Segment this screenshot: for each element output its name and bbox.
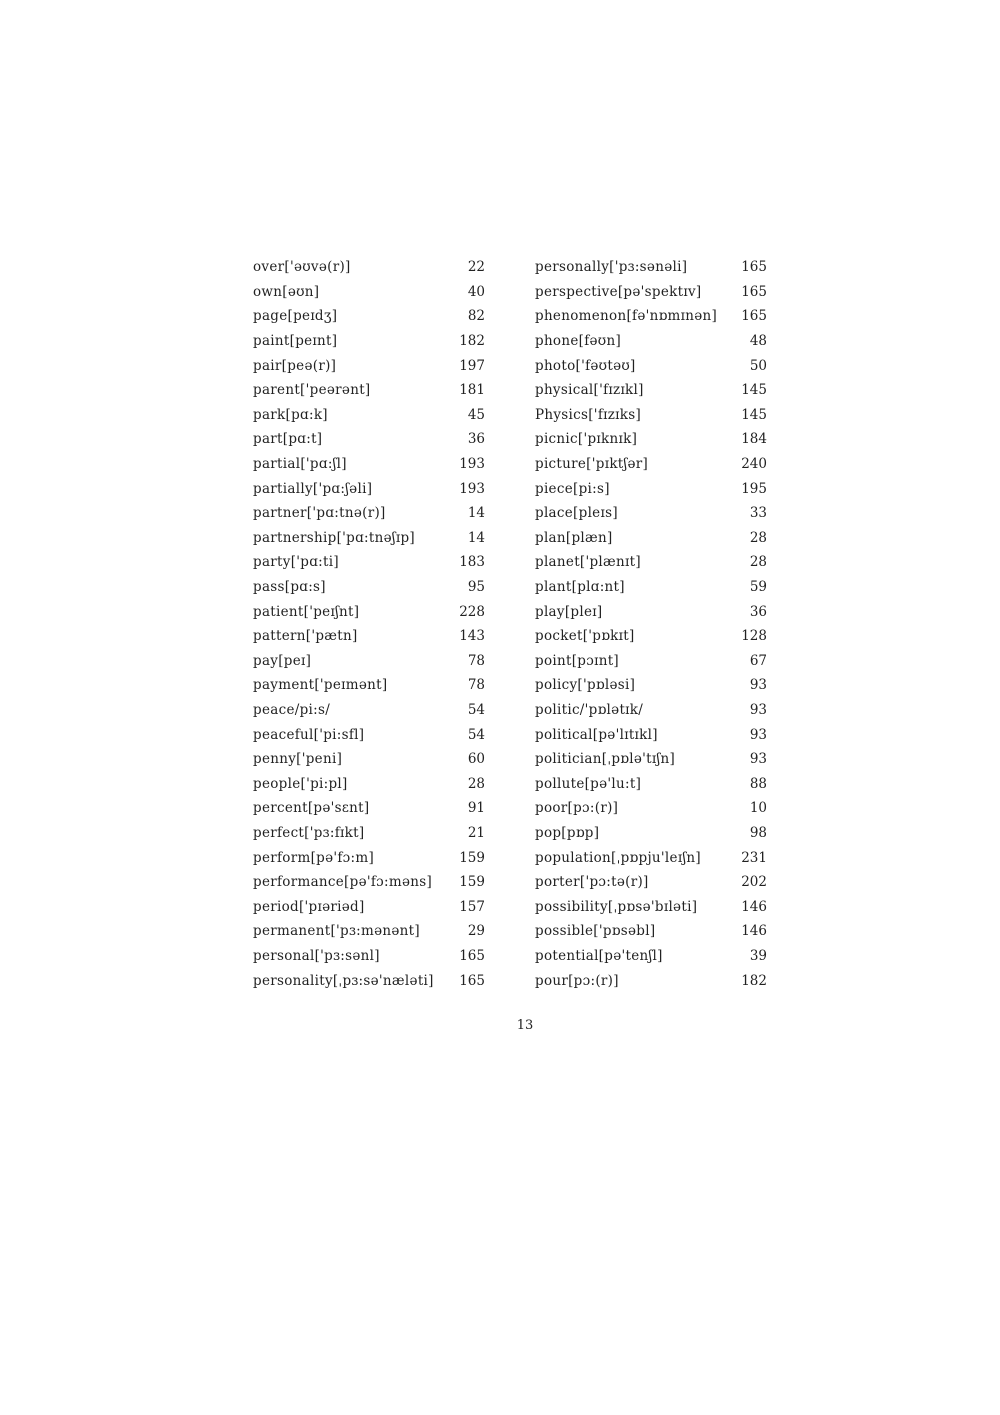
- entry-word: physical['fɪzɪkl]: [535, 382, 644, 399]
- page-number: 13: [516, 1018, 534, 1033]
- entry-word: percent[pə'sɛnt]: [253, 800, 370, 817]
- glossary-entry: [253, 968, 485, 993]
- entry-word: political[pə'lɪtɪkl]: [535, 726, 658, 743]
- glossary-entry: [535, 796, 767, 821]
- glossary-entry: [535, 747, 767, 772]
- glossary-column-left: [253, 255, 485, 993]
- entry-page-ref: 182: [741, 972, 767, 989]
- glossary-entry: [253, 452, 485, 477]
- entry-word: pollute[pə'lu:t]: [535, 775, 642, 792]
- glossary-entry: [253, 550, 485, 575]
- entry-page-ref: 78: [467, 677, 485, 694]
- entry-page-ref: 193: [459, 480, 485, 497]
- entry-page-ref: 28: [467, 775, 485, 792]
- entry-page-ref: 95: [467, 579, 485, 596]
- glossary-entry: [253, 821, 485, 846]
- glossary-entry: [253, 649, 485, 674]
- glossary-entry: [253, 304, 485, 329]
- entry-word: potential[pə'tenʃl]: [535, 947, 663, 964]
- entry-word: plant[plɑ:nt]: [535, 579, 625, 596]
- entry-page-ref: 165: [459, 972, 485, 989]
- entry-word: play[pleɪ]: [535, 603, 603, 620]
- entry-page-ref: 165: [741, 259, 767, 276]
- entry-page-ref: 184: [741, 431, 767, 448]
- glossary-entry: [253, 673, 485, 698]
- entry-page-ref: 143: [459, 628, 485, 645]
- glossary-entry: [253, 501, 485, 526]
- glossary-entry: [535, 526, 767, 551]
- glossary-entry: [253, 771, 485, 796]
- entry-word: over['əʊvə(r)]: [253, 259, 351, 276]
- entry-page-ref: 240: [741, 456, 767, 473]
- entry-word: pop[pɒp]: [535, 824, 600, 841]
- glossary-entry: [253, 427, 485, 452]
- glossary-entry: [535, 550, 767, 575]
- glossary-entry: [535, 919, 767, 944]
- glossary-entry: [253, 378, 485, 403]
- entry-word: point[pɔɪnt]: [535, 652, 619, 669]
- glossary-entry: [253, 624, 485, 649]
- glossary-entry: [535, 255, 767, 280]
- entry-page-ref: 50: [749, 357, 767, 374]
- entry-page-ref: 78: [467, 652, 485, 669]
- entry-page-ref: 39: [749, 947, 767, 964]
- entry-word: pocket['pɒkɪt]: [535, 628, 635, 645]
- entry-word: politician[ˌpɒlə'tɪʃn]: [535, 751, 676, 768]
- entry-word: poor[pɔ:(r)]: [535, 800, 619, 817]
- entry-page-ref: 60: [467, 751, 485, 768]
- glossary-entry: [253, 919, 485, 944]
- entry-word: perspective[pə'spektɪv]: [535, 283, 702, 300]
- glossary-entry: [535, 624, 767, 649]
- entry-word: parent['peərənt]: [253, 382, 371, 399]
- entry-page-ref: 93: [749, 751, 767, 768]
- entry-word: pass[pɑ:s]: [253, 579, 326, 596]
- glossary-entry: [253, 747, 485, 772]
- entry-word: part[pɑ:t]: [253, 431, 323, 448]
- glossary-entry: [253, 476, 485, 501]
- entry-word: perform[pə'fɔ:m]: [253, 849, 375, 866]
- entry-word: planet['plænɪt]: [535, 554, 641, 571]
- entry-page-ref: 146: [741, 923, 767, 940]
- entry-word: population[ˌpɒpju'leɪʃn]: [535, 849, 701, 866]
- entry-page-ref: 29: [467, 923, 485, 940]
- glossary-entry: [253, 280, 485, 305]
- entry-word: pour[pɔ:(r)]: [535, 972, 619, 989]
- entry-page-ref: 193: [459, 456, 485, 473]
- glossary-entry: [253, 796, 485, 821]
- glossary-entry: [253, 944, 485, 969]
- glossary-entry: [535, 771, 767, 796]
- entry-word: porter['pɔ:tə(r)]: [535, 874, 649, 891]
- entry-word: pay[peɪ]: [253, 652, 312, 669]
- glossary-entry: [253, 353, 485, 378]
- entry-page-ref: 182: [459, 333, 485, 350]
- entry-page-ref: 98: [749, 824, 767, 841]
- glossary-entry: [253, 870, 485, 895]
- glossary-entry: [535, 599, 767, 624]
- entry-page-ref: 231: [741, 849, 767, 866]
- glossary-entry: [253, 575, 485, 600]
- glossary-entry: [535, 280, 767, 305]
- entry-word: phone[fəʊn]: [535, 333, 622, 350]
- entry-word: personal['pɜ:sənl]: [253, 947, 380, 964]
- entry-word: people['pi:pl]: [253, 775, 348, 792]
- entry-page-ref: 14: [467, 505, 485, 522]
- entry-page-ref: 157: [459, 898, 485, 915]
- entry-word: photo['fəʊtəʊ]: [535, 357, 636, 374]
- entry-word: pattern['pætn]: [253, 628, 358, 645]
- glossary-entry: [535, 968, 767, 993]
- glossary-entry: [535, 649, 767, 674]
- entry-page-ref: 45: [467, 406, 485, 423]
- entry-word: payment['peɪmənt]: [253, 677, 388, 694]
- entry-page-ref: 22: [467, 259, 485, 276]
- entry-page-ref: 91: [467, 800, 485, 817]
- entry-word: peaceful['pi:sfl]: [253, 726, 365, 743]
- entry-page-ref: 88: [749, 775, 767, 792]
- glossary-entry: [535, 821, 767, 846]
- entry-word: permanent['pɜ:mənənt]: [253, 923, 420, 940]
- glossary-entry: [253, 894, 485, 919]
- entry-page-ref: 159: [459, 849, 485, 866]
- entry-word: possible['pɒsəbl]: [535, 923, 656, 940]
- entry-page-ref: 14: [467, 529, 485, 546]
- entry-word: picture['pɪktʃər]: [535, 456, 649, 473]
- entry-page-ref: 183: [459, 554, 485, 571]
- glossary-entry: [535, 452, 767, 477]
- entry-page-ref: 82: [467, 308, 485, 325]
- glossary-entry: [253, 526, 485, 551]
- entry-page-ref: 145: [741, 406, 767, 423]
- entry-page-ref: 202: [741, 874, 767, 891]
- glossary-entry: [535, 378, 767, 403]
- entry-word: period['pɪəriəd]: [253, 898, 365, 915]
- entry-word: page[peɪdʒ]: [253, 308, 338, 325]
- entry-page-ref: 67: [749, 652, 767, 669]
- glossary-entry: [535, 575, 767, 600]
- entry-page-ref: 197: [459, 357, 485, 374]
- entry-word: park[pɑ:k]: [253, 406, 328, 423]
- entry-page-ref: 195: [741, 480, 767, 497]
- glossary-entry: [535, 698, 767, 723]
- entry-page-ref: 40: [467, 283, 485, 300]
- entry-page-ref: 128: [741, 628, 767, 645]
- glossary-entry: [535, 894, 767, 919]
- glossary-entry: [535, 304, 767, 329]
- glossary-entry: [253, 722, 485, 747]
- entry-page-ref: 146: [741, 898, 767, 915]
- entry-page-ref: 36: [749, 603, 767, 620]
- entry-page-ref: 159: [459, 874, 485, 891]
- entry-word: own[əʊn]: [253, 283, 320, 300]
- entry-page-ref: 93: [749, 677, 767, 694]
- glossary-entry: [535, 944, 767, 969]
- entry-word: personality[ˌpɜ:sə'næləti]: [253, 972, 434, 989]
- entry-word: perfect['pɜ:fɪkt]: [253, 824, 365, 841]
- entry-word: paint[peɪnt]: [253, 333, 338, 350]
- entry-page-ref: 54: [467, 726, 485, 743]
- entry-page-ref: 181: [459, 382, 485, 399]
- entry-word: policy['pɒləsi]: [535, 677, 636, 694]
- glossary-entry: [535, 427, 767, 452]
- entry-word: politic/'pɒlətɪk/: [535, 701, 644, 718]
- glossary-entry: [535, 501, 767, 526]
- glossary-entry: [253, 698, 485, 723]
- entry-word: plan[plæn]: [535, 529, 613, 546]
- glossary-entry: [535, 673, 767, 698]
- glossary-entry: [253, 599, 485, 624]
- entry-word: personally['pɜ:sənəli]: [535, 259, 688, 276]
- entry-page-ref: 28: [749, 529, 767, 546]
- entry-page-ref: 93: [749, 726, 767, 743]
- entry-page-ref: 48: [749, 333, 767, 350]
- entry-page-ref: 165: [741, 308, 767, 325]
- entry-page-ref: 28: [749, 554, 767, 571]
- glossary-entry: [535, 476, 767, 501]
- glossary-entry: [253, 329, 485, 354]
- entry-page-ref: 33: [749, 505, 767, 522]
- entry-page-ref: 93: [749, 701, 767, 718]
- entry-word: partnership['pɑ:tnəʃɪp]: [253, 529, 415, 546]
- entry-page-ref: 21: [467, 824, 485, 841]
- entry-page-ref: 59: [749, 579, 767, 596]
- glossary-entry: [253, 403, 485, 428]
- entry-word: Physics['fɪzɪks]: [535, 406, 642, 423]
- entry-page-ref: 145: [741, 382, 767, 399]
- glossary-entry: [535, 845, 767, 870]
- entry-page-ref: 54: [467, 701, 485, 718]
- glossary-entry: [535, 329, 767, 354]
- glossary-entry: [535, 722, 767, 747]
- entry-page-ref: 10: [749, 800, 767, 817]
- glossary-entry: [535, 353, 767, 378]
- entry-word: partial['pɑ:ʃl]: [253, 456, 347, 473]
- entry-word: party['pɑ:ti]: [253, 554, 339, 571]
- entry-word: pair[peə(r)]: [253, 357, 337, 374]
- entry-word: phenomenon[fə'nɒmɪnən]: [535, 308, 718, 325]
- entry-word: peace/pi:s/: [253, 701, 331, 718]
- entry-word: piece[pi:s]: [535, 480, 610, 497]
- entry-page-ref: 36: [467, 431, 485, 448]
- glossary-column-right: [535, 255, 767, 993]
- entry-word: partially['pɑ:ʃəli]: [253, 480, 373, 497]
- entry-page-ref: 165: [459, 947, 485, 964]
- entry-word: place[pleɪs]: [535, 505, 618, 522]
- glossary-entry: [535, 870, 767, 895]
- entry-word: possibility[ˌpɒsə'bɪləti]: [535, 898, 698, 915]
- entry-page-ref: 165: [741, 283, 767, 300]
- glossary-entry: [535, 403, 767, 428]
- entry-word: performance[pə'fɔ:məns]: [253, 874, 433, 891]
- entry-word: patient['peɪʃnt]: [253, 603, 360, 620]
- glossary-entry: [253, 255, 485, 280]
- entry-page-ref: 228: [459, 603, 485, 620]
- entry-word: picnic['pɪknɪk]: [535, 431, 638, 448]
- entry-word: partner['pɑ:tnə(r)]: [253, 505, 386, 522]
- glossary-entry: [253, 845, 485, 870]
- entry-word: penny['peni]: [253, 751, 343, 768]
